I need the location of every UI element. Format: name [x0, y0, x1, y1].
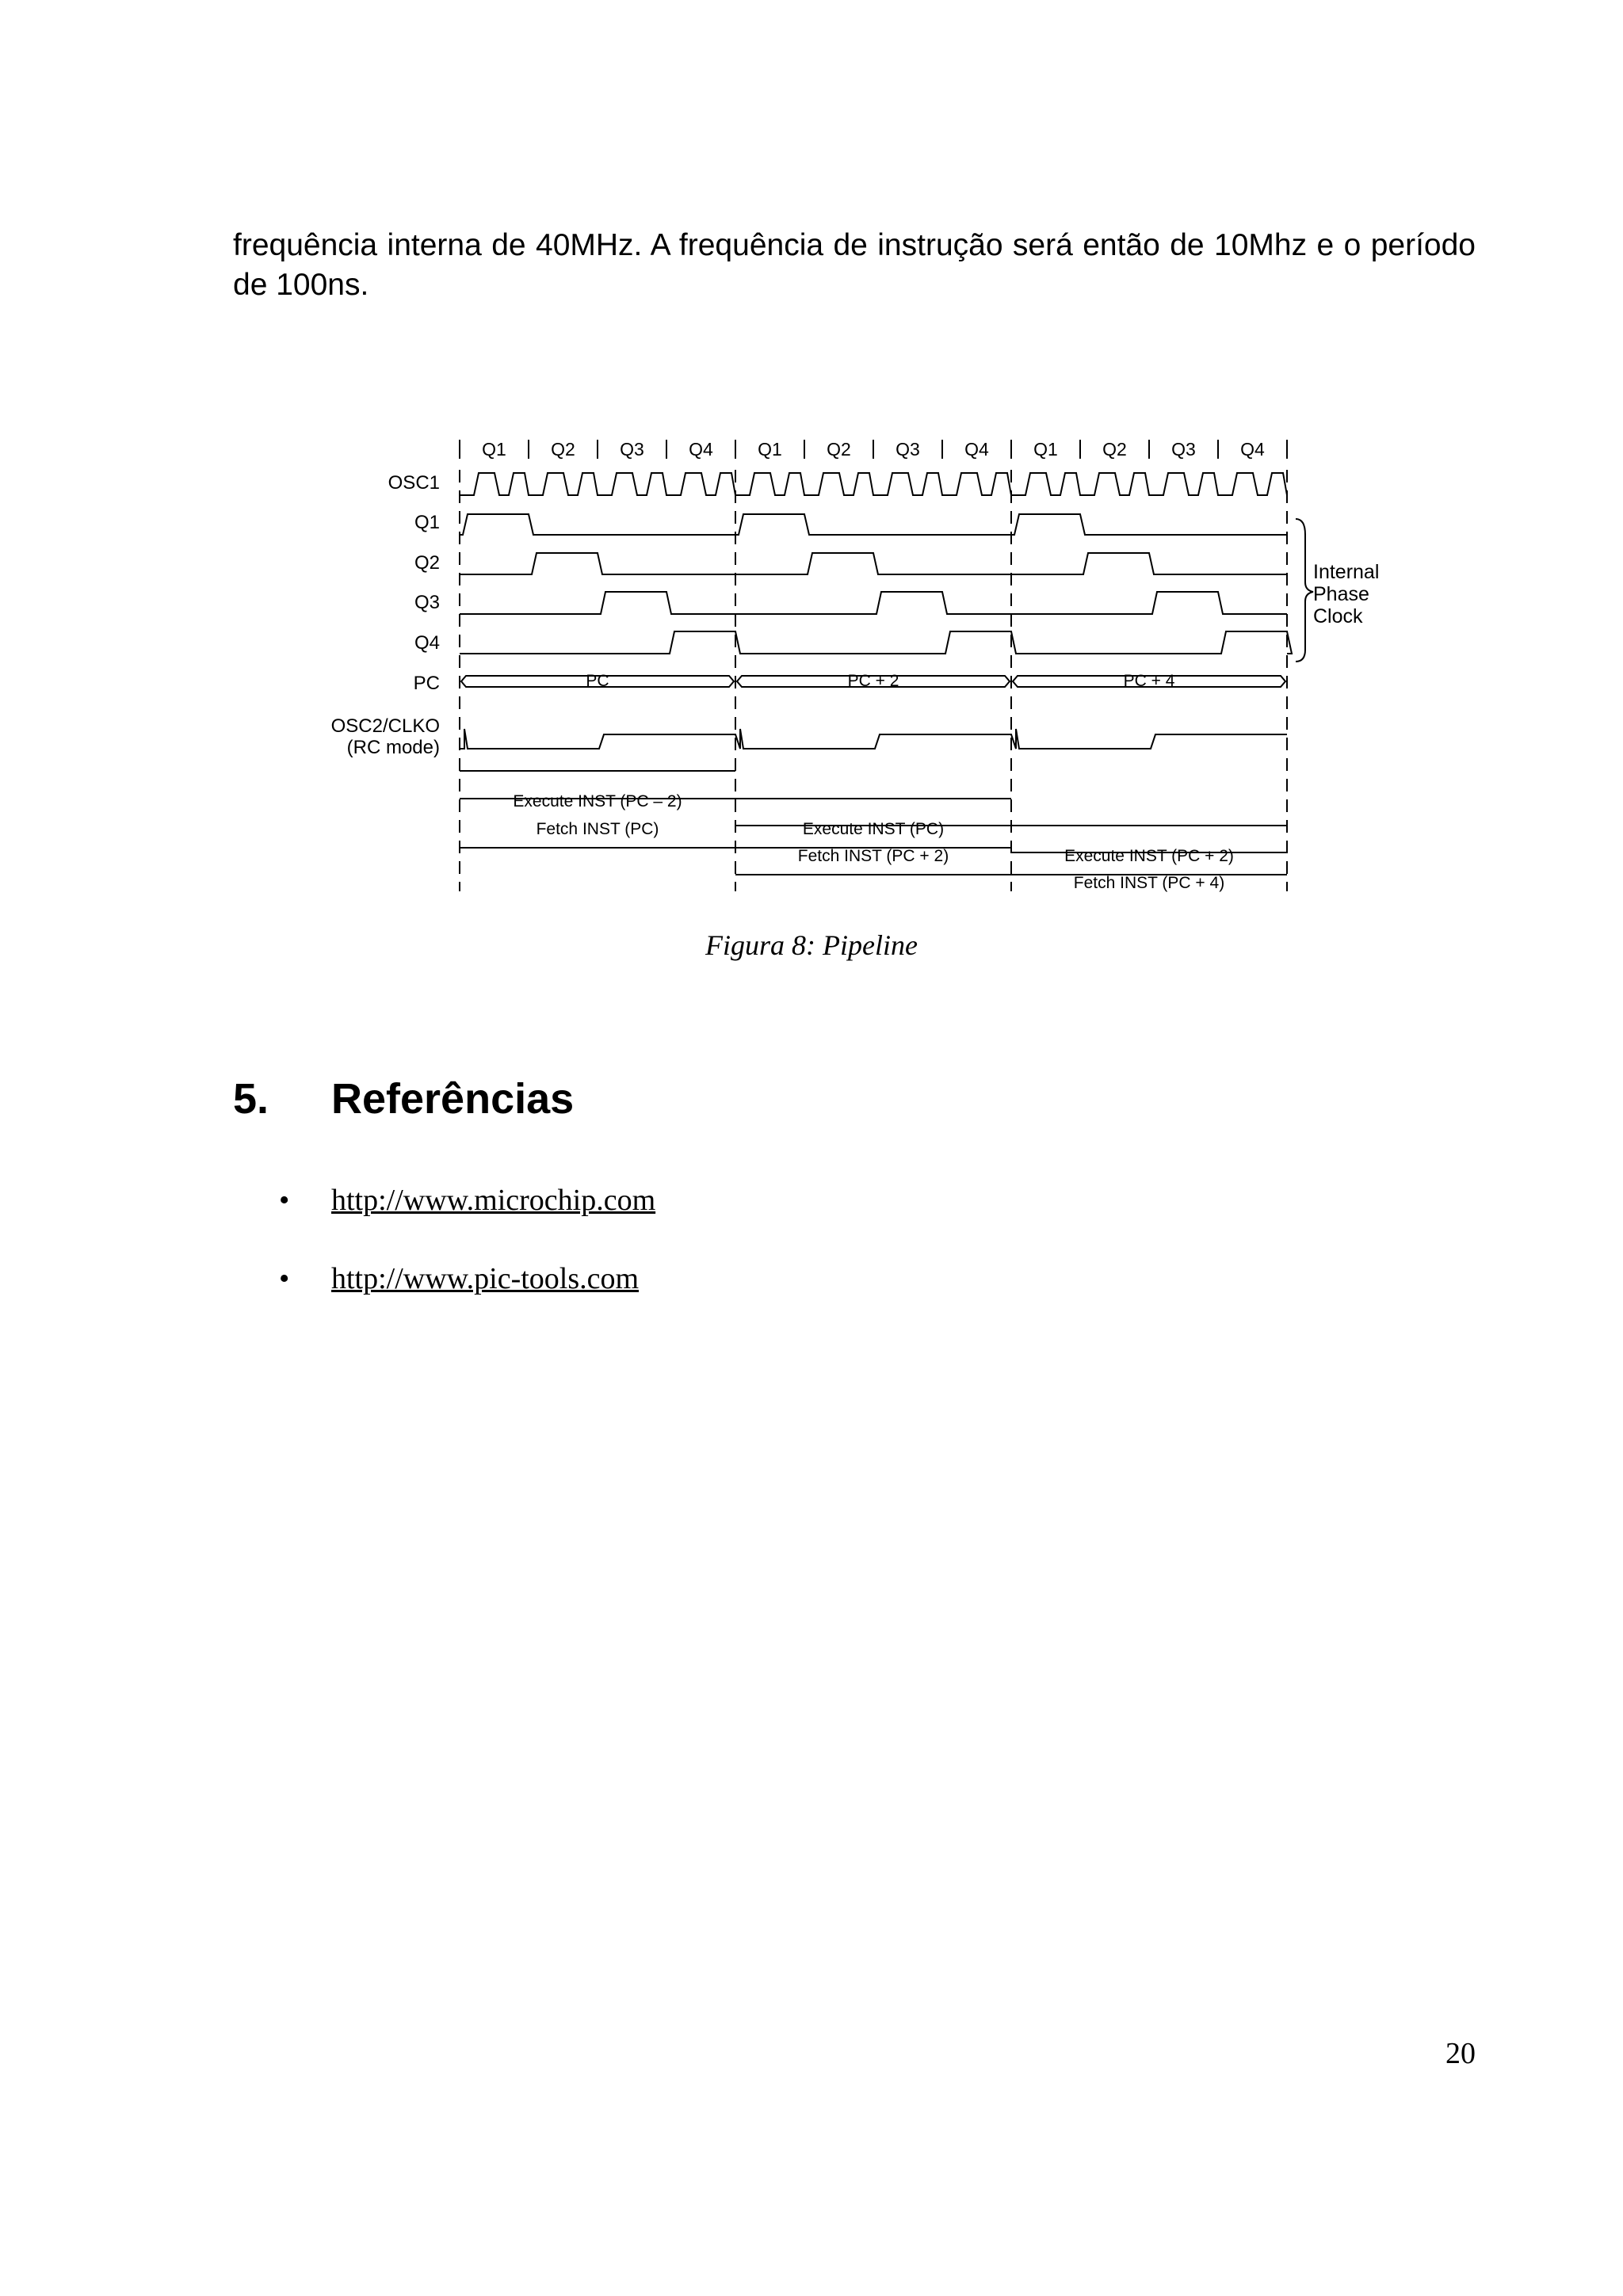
pipeline-stage-label: Fetch INST (PC + 2): [797, 847, 949, 865]
phase-label: Q1: [482, 439, 506, 460]
signal-label: Q1: [414, 512, 440, 533]
brace-label: Phase: [1313, 583, 1369, 605]
pipeline-timing-diagram: [313, 424, 1407, 899]
reference-item: [0, 1180, 951, 1228]
brace-label: Clock: [1313, 605, 1363, 627]
section-title: Referências: [331, 1075, 575, 1123]
phase-label: Q2: [551, 439, 575, 460]
timing-diagram-svg: [313, 424, 1407, 899]
brace-icon: [1296, 519, 1313, 662]
pipeline-stage-label: Fetch INST (PC + 4): [1073, 874, 1225, 892]
reference-link-pic-tools[interactable]: http://www.pic-tools.com: [331, 1262, 640, 1295]
pc-value-label: PC: [586, 672, 609, 690]
q4-waveform: [460, 631, 1292, 654]
signal-label: Q3: [414, 592, 440, 613]
q3-waveform: [460, 592, 1287, 614]
phase-label: Q1: [1033, 439, 1058, 460]
phase-label: Q1: [758, 439, 782, 460]
phase-label: Q2: [1102, 439, 1127, 460]
signal-label: PC: [413, 673, 440, 694]
q1-waveform: [460, 514, 1287, 535]
phase-label: Q3: [896, 439, 920, 460]
pc-value-label: PC + 2: [847, 672, 899, 690]
brace-label: Internal: [1313, 561, 1380, 583]
signal-label: Q4: [414, 632, 440, 654]
phase-label: Q3: [1171, 439, 1196, 460]
reference-item: [0, 1259, 951, 1306]
signal-label: OSC1: [388, 472, 440, 494]
signal-label: (RC mode): [346, 737, 440, 758]
bullet-icon: •: [279, 1184, 290, 1217]
signal-label: OSC2/CLKO: [330, 715, 440, 737]
phase-label: Q4: [964, 439, 989, 460]
phase-label: Q4: [689, 439, 713, 460]
section-heading: [233, 1074, 574, 1123]
figure-caption: Figura 8: Pipeline: [705, 929, 918, 961]
page-number: 20: [1445, 2037, 1476, 2070]
pipeline-stage-label: Execute INST (PC + 2): [1064, 847, 1234, 865]
pipeline-stage-label: Execute INST (PC – 2): [513, 792, 682, 810]
pipeline-stage-label: Fetch INST (PC): [536, 820, 659, 838]
reference-link-microchip[interactable]: http://www.microchip.com: [331, 1184, 656, 1217]
section-number: 5.: [233, 1075, 269, 1123]
pc-value-label: PC + 4: [1123, 672, 1175, 690]
phase-label: Q4: [1240, 439, 1265, 460]
osc2-waveform: [460, 729, 1287, 749]
bullet-icon: •: [279, 1262, 290, 1295]
body-paragraph: frequência interna de 40MHz. A frequência de instrução será então de 10Mhz e o período de 100ns.: [233, 228, 1476, 302]
q2-waveform: [460, 553, 1287, 574]
pipeline-stage-label: Execute INST (PC): [802, 820, 945, 838]
phase-label: Q3: [620, 439, 644, 460]
osc1-waveform: [460, 473, 1287, 495]
signal-label: Q2: [414, 552, 440, 574]
phase-label: Q2: [827, 439, 851, 460]
